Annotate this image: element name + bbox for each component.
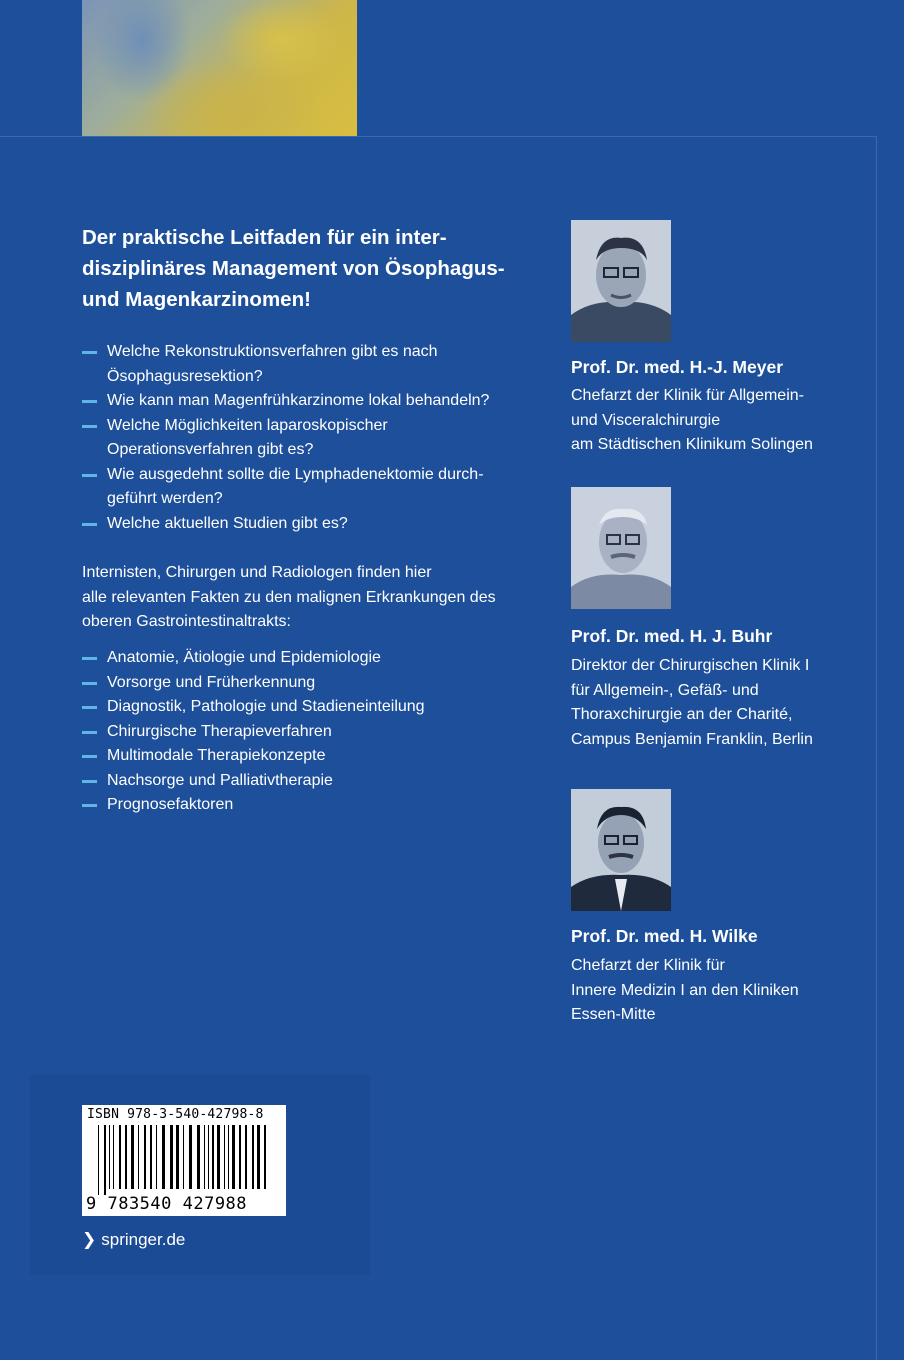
publisher-link[interactable] xyxy=(82,1228,185,1252)
barcode-bar xyxy=(204,1125,205,1189)
barcode-bar xyxy=(138,1125,139,1189)
list-item: Wie ausgedehnt sollte die Lymphadenektomie durch- geführt werden? xyxy=(82,463,512,512)
dash-bullet-icon xyxy=(82,682,97,685)
barcode-bar xyxy=(144,1125,146,1189)
dash-bullet-icon xyxy=(82,523,97,526)
barcode-bar xyxy=(264,1125,266,1189)
barcode-bar xyxy=(162,1125,165,1189)
author-description: Chefarzt der Klinik für Innere Medizin I an den Kliniken Essen-Mitte xyxy=(571,957,799,1023)
author-description: Chefarzt der Klinik für Allgemein- und Visceralchirurgie am Städtischen Klinikum Solingen xyxy=(571,387,813,453)
list-item: Prognosefaktoren xyxy=(82,793,512,818)
list-item: Vorsorge und Früherkennung xyxy=(82,671,512,696)
dash-bullet-icon xyxy=(82,400,97,403)
dash-bullet-icon xyxy=(82,657,97,660)
barcode-bar xyxy=(252,1125,254,1189)
barcode-bar xyxy=(98,1125,99,1195)
barcode-bar xyxy=(189,1125,192,1189)
barcode-bar xyxy=(131,1125,134,1189)
author-name: Prof. Dr. med. H. Wilke xyxy=(571,926,758,946)
author-photo-meyer xyxy=(571,220,671,342)
author-photo-wilke xyxy=(571,789,671,911)
dash-bullet-icon xyxy=(82,804,97,807)
list-item: Welche aktuellen Studien gibt es? xyxy=(82,512,512,537)
barcode-bar xyxy=(232,1125,235,1189)
barcode-bars xyxy=(98,1125,272,1195)
list-item: Multimodale Therapiekonzepte xyxy=(82,744,512,769)
barcode-bar xyxy=(239,1125,241,1189)
dash-bullet-icon xyxy=(82,351,97,354)
barcode-bar xyxy=(212,1125,214,1189)
barcode-bar xyxy=(197,1125,200,1189)
intro-text: Internisten, Chirurgen und Radiologen finden hier alle relevanten Fakten zu den malignen Erkrankungen des oberen Gastrointestinaltrakts: xyxy=(82,564,496,630)
author-photo-buhr xyxy=(571,487,671,609)
topic-list xyxy=(82,646,512,818)
barcode-bar xyxy=(208,1125,209,1189)
isbn-barcode xyxy=(82,1105,286,1216)
isbn-text: ISBN 978-3-540-42798-8 xyxy=(87,1107,264,1122)
barcode-bar xyxy=(109,1125,110,1189)
barcode-digits: 9 783540 427988 xyxy=(86,1194,248,1214)
dash-bullet-icon xyxy=(82,731,97,734)
cover-artwork xyxy=(82,0,357,136)
list-item: Anatomie, Ätiologie und Epidemiologie xyxy=(82,646,512,671)
question-list xyxy=(82,340,512,536)
dash-bullet-icon xyxy=(82,755,97,758)
frame-line-vertical xyxy=(876,136,877,1360)
barcode-bar xyxy=(228,1125,229,1189)
barcode-bar xyxy=(176,1125,179,1189)
dash-bullet-icon xyxy=(82,425,97,428)
list-item: Wie kann man Magenfrühkarzinome lokal behandeln? xyxy=(82,389,512,414)
barcode-bar xyxy=(183,1125,184,1189)
dash-bullet-icon xyxy=(82,474,97,477)
author-description: Direktor der Chirurgischen Klinik I für Allgemein-, Gefäß- und Thoraxchirurgie an der Charité, Campus Benjamin Franklin, Berlin xyxy=(571,657,813,748)
author-name: Prof. Dr. med. H. J. Buhr xyxy=(571,626,773,646)
barcode-bar xyxy=(224,1125,225,1189)
list-item: Chirurgische Therapieverfahren xyxy=(82,720,512,745)
list-item: Diagnostik, Pathologie und Stadieneinteilung xyxy=(82,695,512,720)
dash-bullet-icon xyxy=(82,780,97,783)
chevron-right-icon: ❯ xyxy=(82,1230,97,1249)
publisher-url: springer.de xyxy=(101,1230,186,1249)
barcode-bar xyxy=(104,1125,106,1195)
list-item: Welche Möglichkeiten laparoskopischer Operationsverfahren gibt es? xyxy=(82,414,512,463)
list-item: Nachsorge und Palliativtherapie xyxy=(82,769,512,794)
author-name: Prof. Dr. med. H.-J. Meyer xyxy=(571,357,784,377)
frame-line-horizontal xyxy=(0,136,876,137)
barcode-bar xyxy=(217,1125,220,1189)
barcode-bar xyxy=(245,1125,247,1189)
barcode-bar xyxy=(257,1125,260,1189)
headline: Der praktische Leitfaden für ein inter- disziplinäres Management von Ösophagus- und Magenkarzinomen! xyxy=(82,226,505,311)
barcode-bar xyxy=(125,1125,127,1189)
list-item: Welche Rekonstruktionsverfahren gibt es nach Ösophagusresektion? xyxy=(82,340,512,389)
barcode-bar xyxy=(170,1125,173,1189)
barcode-bar xyxy=(150,1125,152,1189)
dash-bullet-icon xyxy=(82,706,97,709)
barcode-bar xyxy=(119,1125,121,1189)
barcode-bar xyxy=(156,1125,157,1189)
barcode-bar xyxy=(113,1125,114,1189)
